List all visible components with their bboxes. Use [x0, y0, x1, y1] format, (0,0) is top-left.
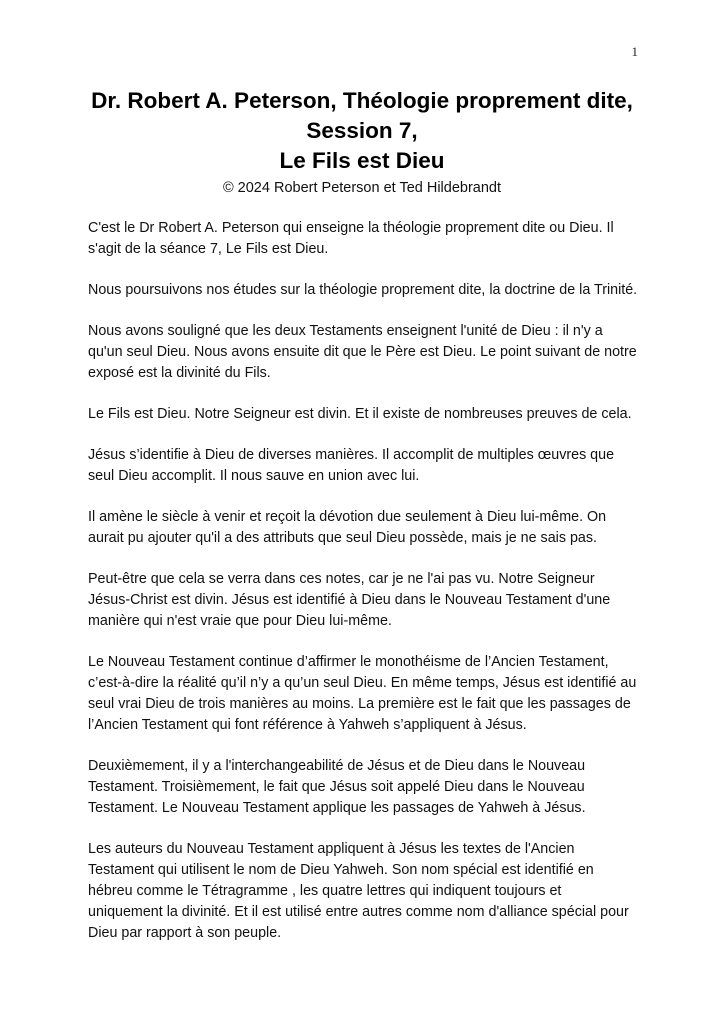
paragraph: Nous poursuivons nos études sur la théologie proprement dite, la doctrine de la Trinité. — [88, 282, 638, 298]
document-body — [88, 218, 640, 964]
copyright-notice: © 2024 Robert Peterson et Ted Hildebrandt — [222, 180, 502, 196]
title-line-3: Le Fils est Dieu — [279, 148, 445, 173]
page-number: 1 — [631, 44, 638, 59]
paragraph: Il amène le siècle à venir et reçoit la dévotion due seulement à Dieu lui-même. On aurait pu ajouter qu'il a des attributs que seul Dieu possède, mais je ne sais pas. — [88, 509, 607, 546]
paragraph: Le Nouveau Testament continue d’affirmer le monothéisme de l’Ancien Testament, c’est-à-dire la réalité qu’il n’y a qu’un seul Dieu. En même temps, Jésus est identifié au seul vrai Dieu de trois manières au moins. La première est le fait que les passages de l’Ancien Testament qui font référence à Yahweh s’appliquent à Jésus. — [88, 654, 637, 733]
document-header — [70, 86, 654, 198]
paragraph: Les auteurs du Nouveau Testament appliquent à Jésus les textes de l'Ancien Testament qui utilisent le nom de Dieu Yahweh. Son nom spécial est identifié en hébreu comme le Tétragramme , les quatre lettres qui indiquent toujours et uniquement la divinité. Et il est utilisé entre autres comme nom d'alliance spécial pour Dieu par rapport à son peuple. — [88, 841, 629, 941]
title-line-2: Session 7, — [306, 118, 418, 143]
paragraph: Le Fils est Dieu. Notre Seigneur est divin. Et il existe de nombreuses preuves de cela. — [88, 406, 632, 422]
paragraph: Jésus s’identifie à Dieu de diverses manières. Il accomplit de multiples œuvres que seul Dieu accomplit. Il nous sauve en union avec lui. — [88, 447, 615, 484]
paragraph: Peut-être que cela se verra dans ces notes, car je ne l'ai pas vu. Notre Seigneur Jésus-Christ est divin. Jésus est identifié à Dieu dans le Nouveau Testament d'une manière qui n'est vraie que pour Dieu lui-même. — [88, 571, 611, 629]
paragraph: Nous avons souligné que les deux Testaments enseignent l'unité de Dieu : il n'y a qu'un seul Dieu. Nous avons ensuite dit que le Père est Dieu. Le point suivant de notre exposé est la divinité du Fils. — [88, 323, 637, 381]
paragraph: Deuxièmement, il y a l'interchangeabilité de Jésus et de Dieu dans le Nouveau Testament. Troisièmement, le fait que Jésus soit appelé Dieu dans le Nouveau Testament. Le Nouveau Testament applique les passages de Yahweh à Jésus. — [88, 758, 586, 816]
title-line-1: Dr. Robert A. Peterson, Théologie proprement dite, — [91, 88, 633, 113]
paragraph: C'est le Dr Robert A. Peterson qui enseigne la théologie proprement dite ou Dieu. Il s'agit de la séance 7, Le Fils est Dieu. — [88, 220, 614, 257]
